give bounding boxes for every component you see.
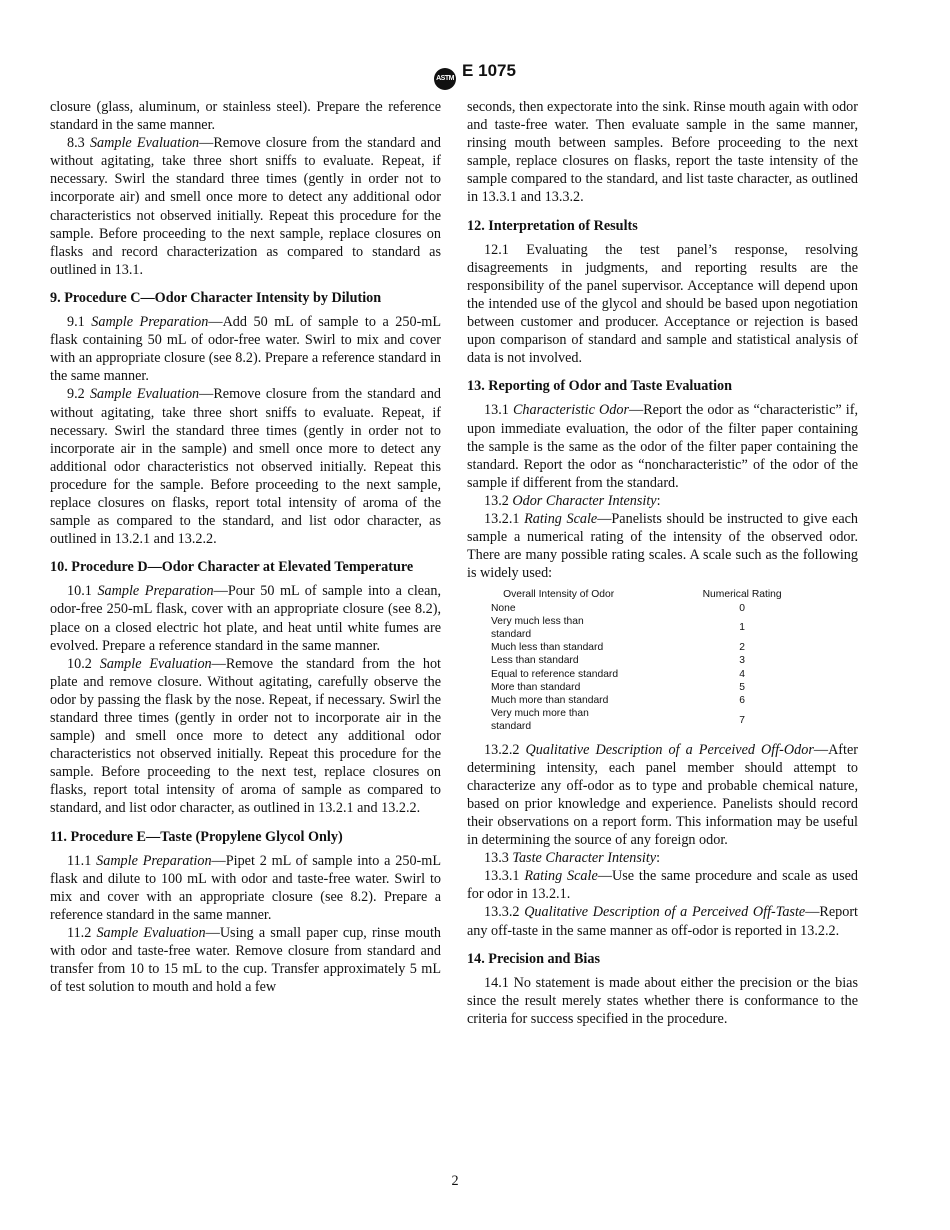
paragraph-text: closure (glass, aluminum, or stainless steel). Prepare the reference standard in the same manner. <box>50 99 441 134</box>
paragraph-text: —Report any off-taste in the same manner as off-odor is reported in 13.2.2. <box>467 904 858 939</box>
paragraph <box>467 903 858 939</box>
paragraph <box>467 849 858 867</box>
intensity-label: Less than standard <box>491 655 579 667</box>
paragraph-text: seconds, then expectorate into the sink. Rinse mouth again with odor and taste-free water. Then evaluate sample in the same manner, rinsing mouth between samples. Before proceeding to the next sample, replace closures on flasks, report the taste intensity of the sample compared to the standard, and list taste character, as outlined in 13.3.1 and 13.3.2. <box>467 99 858 206</box>
rating-value: 0 <box>739 602 745 614</box>
paragraph-number: 8.3 <box>67 135 90 152</box>
section-heading: 13. Reporting of Odor and Taste Evaluation <box>467 378 733 395</box>
paragraph-title: Qualitative Description of a Perceived Off-Taste <box>524 904 806 921</box>
page-header <box>0 62 950 90</box>
paragraph-text: —Use the same procedure and scale as used for odor in 13.2.1. <box>467 868 858 903</box>
rating-value: 5 <box>739 681 745 693</box>
paragraph-text: —Panelists should be instructed to give each sample a numerical rating of the intensity of the observed odor. There are many possible rating scales. A scale such as the following is widely used: <box>467 510 859 582</box>
paragraph-title: Characteristic Odor <box>512 402 629 419</box>
column-header-rating: Numerical Rating <box>702 589 782 601</box>
rating-value: 1 <box>739 622 745 634</box>
rating-scale-table <box>491 588 858 733</box>
paragraph-text: —Using a small paper cup, rinse mouth with odor and taste-free water. Remove closure from standard and transfer from 10 to 15 mL to the cup. Transfer approximately 5 mL of test solution to mouth and hold a few <box>50 925 441 996</box>
paragraph <box>467 867 858 903</box>
paragraph-number: 13.1 <box>484 402 513 419</box>
paragraph-number: 13.3 <box>484 850 513 867</box>
paragraph-number: 13.2.2 <box>484 741 526 758</box>
table-row <box>491 654 858 667</box>
intensity-label: None <box>491 602 516 614</box>
paragraph-text: —After determining intensity, each panel member should attempt to characterize any off-odor as to type and probable chemical nature, based on prior knowledge and experience. Panelists should record their observations on a report form. This information may be useful in determining the source of any foreign odor. <box>467 741 858 849</box>
paragraph <box>50 655 441 818</box>
paragraph-number: 12.1 <box>484 241 527 258</box>
paragraph-title: Sample Evaluation <box>99 655 212 672</box>
paragraph <box>50 98 441 134</box>
table-row <box>491 668 858 681</box>
table-row <box>491 681 858 694</box>
intensity-label: Very much less than standard <box>491 615 584 640</box>
paragraph <box>50 852 441 924</box>
paragraph <box>50 385 441 548</box>
right-column <box>467 98 858 1028</box>
table-row <box>491 707 858 733</box>
rating-value: 4 <box>739 668 745 680</box>
left-column <box>50 98 441 996</box>
paragraph-number: 10.1 <box>67 583 98 600</box>
paragraph-text: —Report the odor as “characteristic” if, upon immediate evaluation, the odor of the filter paper containing the sample is the same as the odor of the filter paper containing the standard. Report the odor as “noncharacteristic” of the odor of the sample if different from the standard. <box>467 402 858 491</box>
rating-value: 7 <box>739 714 745 726</box>
paragraph-text: No statement is made about either the precision or the bias since the result merely states whether there is conformance to the criteria for success specified in the procedure. <box>467 974 859 1027</box>
paragraph <box>467 741 858 850</box>
paragraph-text: —Add 50 mL of sample to a 250-mL flask containing 50 mL of odor-free water. Swirl to mix and cover with an appropriate closure (see 8.2). Prepare a reference standard in the same manner. <box>50 314 442 385</box>
intensity-label: Much less than standard <box>491 642 604 654</box>
paragraph-title: Odor Character Intensity <box>512 492 657 509</box>
intensity-label: More than standard <box>491 681 581 693</box>
section-heading: 10. Procedure D—Odor Character at Elevated Temperature <box>50 559 414 576</box>
paragraph-text: —Pipet 2 mL of sample into a 250-mL flask and dilute to 100 mL with odor and taste-free water. Swirl to mix and cover with an appropriate closure (see 8.2). Prepare a reference standard in the same manner. <box>50 852 441 923</box>
paragraph-title: Sample Evaluation <box>96 925 206 942</box>
intensity-label: Very much more than standard <box>491 708 589 733</box>
paragraph <box>467 510 858 582</box>
page-number: 2 <box>451 1173 459 1189</box>
paragraph <box>467 974 858 1028</box>
paragraph-number: 9.1 <box>67 314 92 331</box>
paragraph <box>467 401 858 491</box>
paragraph-title: Rating Scale <box>524 868 598 885</box>
paragraph <box>50 924 441 996</box>
paragraph-text: : <box>656 850 661 867</box>
paragraph-title: Rating Scale <box>524 510 598 527</box>
paragraph <box>467 98 858 207</box>
rating-value: 2 <box>739 642 745 654</box>
paragraph <box>467 492 858 510</box>
column-header-intensity: Overall Intensity of Odor <box>503 589 615 601</box>
paragraph-title: Taste Character Intensity <box>512 850 657 867</box>
paragraph-number: 11.1 <box>67 852 97 869</box>
astm-logo-icon: ASTM <box>434 68 456 90</box>
paragraph-number: 13.3.2 <box>484 904 525 921</box>
document-designation: E 1075 <box>462 61 516 80</box>
rating-value: 6 <box>739 694 745 706</box>
paragraph-number: 13.2.1 <box>484 510 525 527</box>
paragraph-number: 14.1 <box>484 974 514 991</box>
paragraph-title: Sample Evaluation <box>89 386 200 403</box>
paragraph-number: 13.3.1 <box>484 868 525 885</box>
paragraph <box>50 313 441 385</box>
paragraph-title: Sample Preparation <box>96 852 212 869</box>
paragraph-text: : <box>656 492 661 509</box>
paragraph-title: Sample Preparation <box>97 583 214 600</box>
paragraph-text: —Remove the standard from the hot plate and remove closure. Without agitating, carefully observe the odor by passing the flask by the nose. Repeat, if necessary. Swirl the standard three times (gently in order not to incorporate air in the sample) and smell once more to detect any additional odor characteristics not observed initially. Repeat this procedure for the sample. Before proceeding to the next test, replace closures on flasks, report total intensity of aroma of sample as compared to standard, and list odor character, as outlined in 13.2.1 and 13.2.2. <box>50 655 441 817</box>
table-row <box>491 641 858 654</box>
paragraph-title: Sample Evaluation <box>89 135 200 152</box>
rating-value: 3 <box>739 655 745 667</box>
paragraph-number: 11.2 <box>67 925 97 942</box>
intensity-label: Much more than standard <box>491 694 609 706</box>
paragraph-number: 13.2 <box>484 492 513 509</box>
table-row <box>491 615 858 641</box>
paragraph-title: Sample Preparation <box>91 314 209 331</box>
paragraph-text: —Remove closure from the standard and without agitating, take three short sniffs to evaluate. Repeat, if necessary. Swirl the standard three times (gently in order not to incorporate air in the sample) and smell once more to detect any additional odor characteristics not observed initially. Repeat this procedure for the sample. Before proceeding to the next sample, replace closures on flasks, report total intensity of aroma of the sample as compared to the standard, and list odor character, as outlined in 13.2.1 and 13.2.2. <box>50 386 442 548</box>
section-heading: 12. Interpretation of Results <box>467 217 638 234</box>
paragraph <box>50 582 441 654</box>
table-row <box>491 694 858 707</box>
paragraph <box>467 241 858 368</box>
section-heading: 9. Procedure C—Odor Character Intensity by Dilution <box>50 289 382 306</box>
table-row <box>491 602 858 615</box>
paragraph-number: 10.2 <box>67 655 100 672</box>
section-heading: 11. Procedure E—Taste (Propylene Glycol Only) <box>50 828 343 845</box>
paragraph-text: Evaluating the test panel’s response, resolving disagreements in judgments, and reporting results are the responsibility of the panel supervisor. Acceptance will depend upon the intended use of the glycol and should be based upon negotiation between customer and producer. Acceptance or rejection is based upon comparison of standard and sample and statistical analysis of data is not involved. <box>467 241 859 367</box>
paragraph-number: 9.2 <box>67 386 90 403</box>
paragraph-title: Qualitative Description of a Perceived Off-Odor <box>525 741 814 758</box>
paragraph-text: —Remove closure from the standard and without agitating, take three short sniffs to evaluate. Repeat, if necessary. Swirl the standard three times (gently in order not to incorporate air) and smell once more to detect any additional odor characteristics not observed initially. Repeat this procedure for the sample. Before proceeding to the next sample, replace closures on flasks and record characterization as compared to standard as outlined in 13.1. <box>50 135 442 278</box>
intensity-label: Equal to reference standard <box>491 668 619 680</box>
section-heading: 14. Precision and Bias <box>467 950 600 967</box>
paragraph-text: —Pour 50 mL of sample into a clean, odor-free 250-mL flask, cover with an appropriate closure (see 8.2), place on a closed electric hot plate, and heat until white fumes are evolved. Prepare a reference standard in the same manner. <box>50 583 442 654</box>
paragraph <box>50 134 441 279</box>
